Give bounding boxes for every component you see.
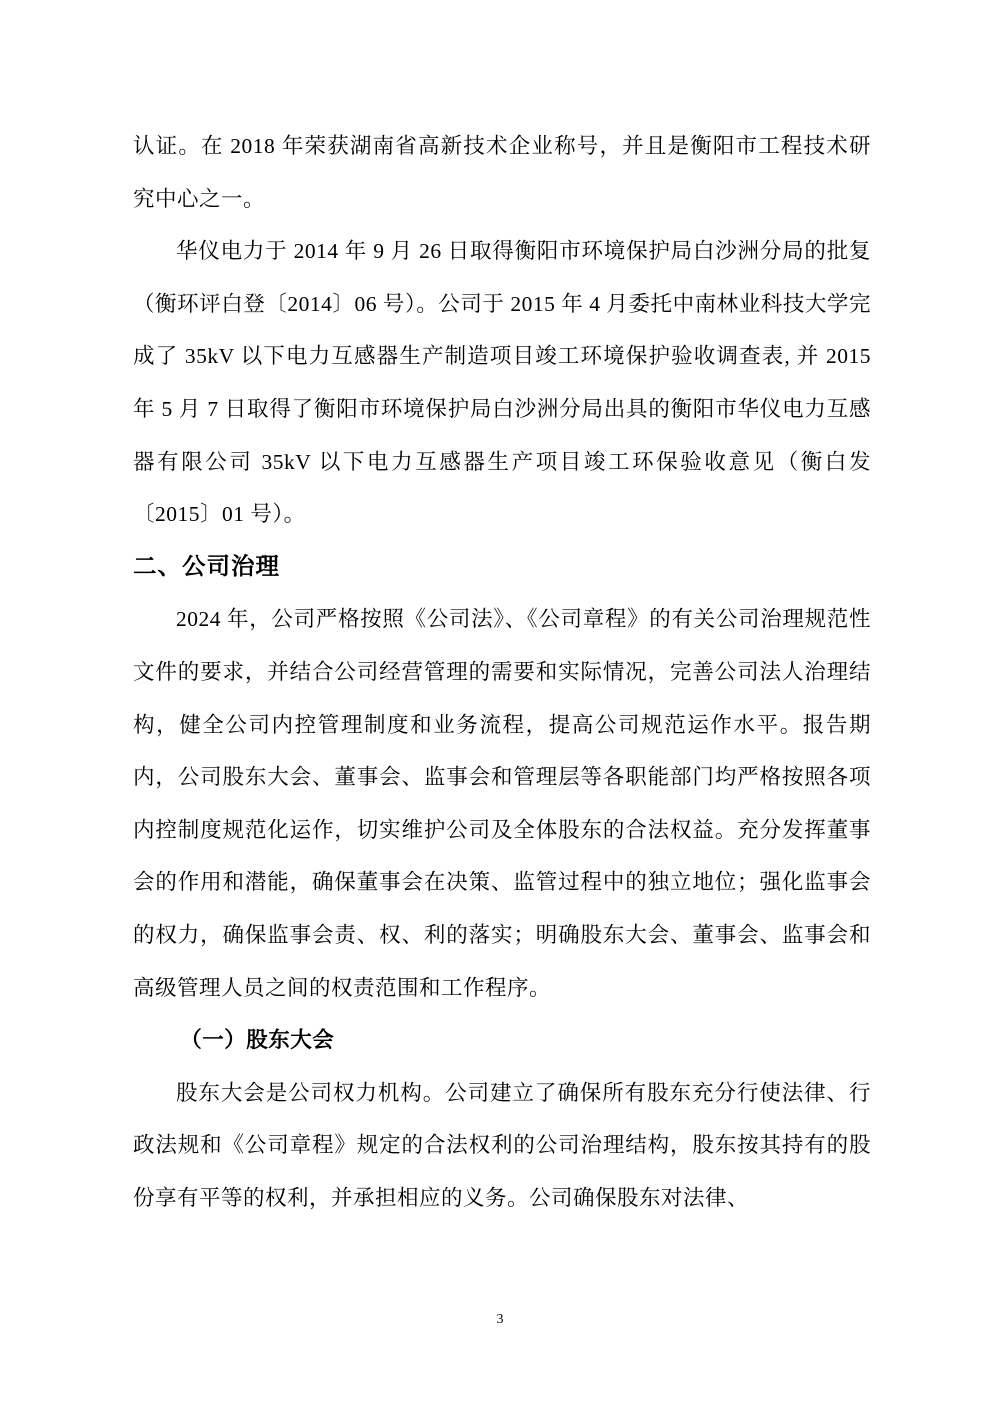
section-heading-corporate-governance: 二、公司治理 — [133, 553, 280, 580]
page-number: 3 — [496, 1312, 504, 1327]
paragraph-certification-continuation: 认证。在 2018 年荣获湖南省高新技术企业称号，并且是衡阳市工程技术研究中心之一。 — [133, 134, 871, 211]
paragraph-governance-overview: 2024 年，公司严格按照《公司法》、《公司章程》的有关公司治理规范性文件的要求，并结合公司经营管理的需要和实际情况，完善公司法人治理结构，健全公司内控管理制度和业务流程，提高公司规范运作水平。报告期内，公司股东大会、董事会、监事会和管理层等各职能部门均严格按照各项内控制度规范化运作，切实维护公司及全体股东的合法权益。充分发挥董事会的作用和潜能，确保董事会在决策、监管过程中的独立地位；强化监事会的权力，确保监事会责、权、利的落实；明确股东大会、董事会、监事会和高级管理人员之间的权责范围和工作程序。 — [133, 607, 871, 1000]
document-body — [133, 120, 871, 1224]
paragraph-environmental-approval: 华仪电力于 2014 年 9 月 26 日取得衡阳市环境保护局白沙洲分局的批复（衡环评白登〔2014〕06 号）。公司于 2015 年 4 月委托中南林业科技大学完成了 35kV 以下电力互感器生产制造项目竣工环境保护验收调查表, 并 2015 年 5 月 7 日取得了衡阳市环境保护局白沙洲分局出具的衡阳市华仪电力互感器有限公司 35kV 以下电力互感器生产项目竣工环保验收意见（衡白发〔2015〕01 号）。 — [133, 239, 871, 527]
paragraph-shareholders-meeting: 股东大会是公司权力机构。公司建立了确保所有股东充分行使法律、行政法规和《公司章程》规定的合法权利的公司治理结构，股东按其持有的股份享有平等的权利，并承担相应的义务。公司确保股东对法律、 — [133, 1080, 871, 1210]
subsection-heading-shareholders-meeting: （一）股东大会 — [180, 1028, 335, 1053]
